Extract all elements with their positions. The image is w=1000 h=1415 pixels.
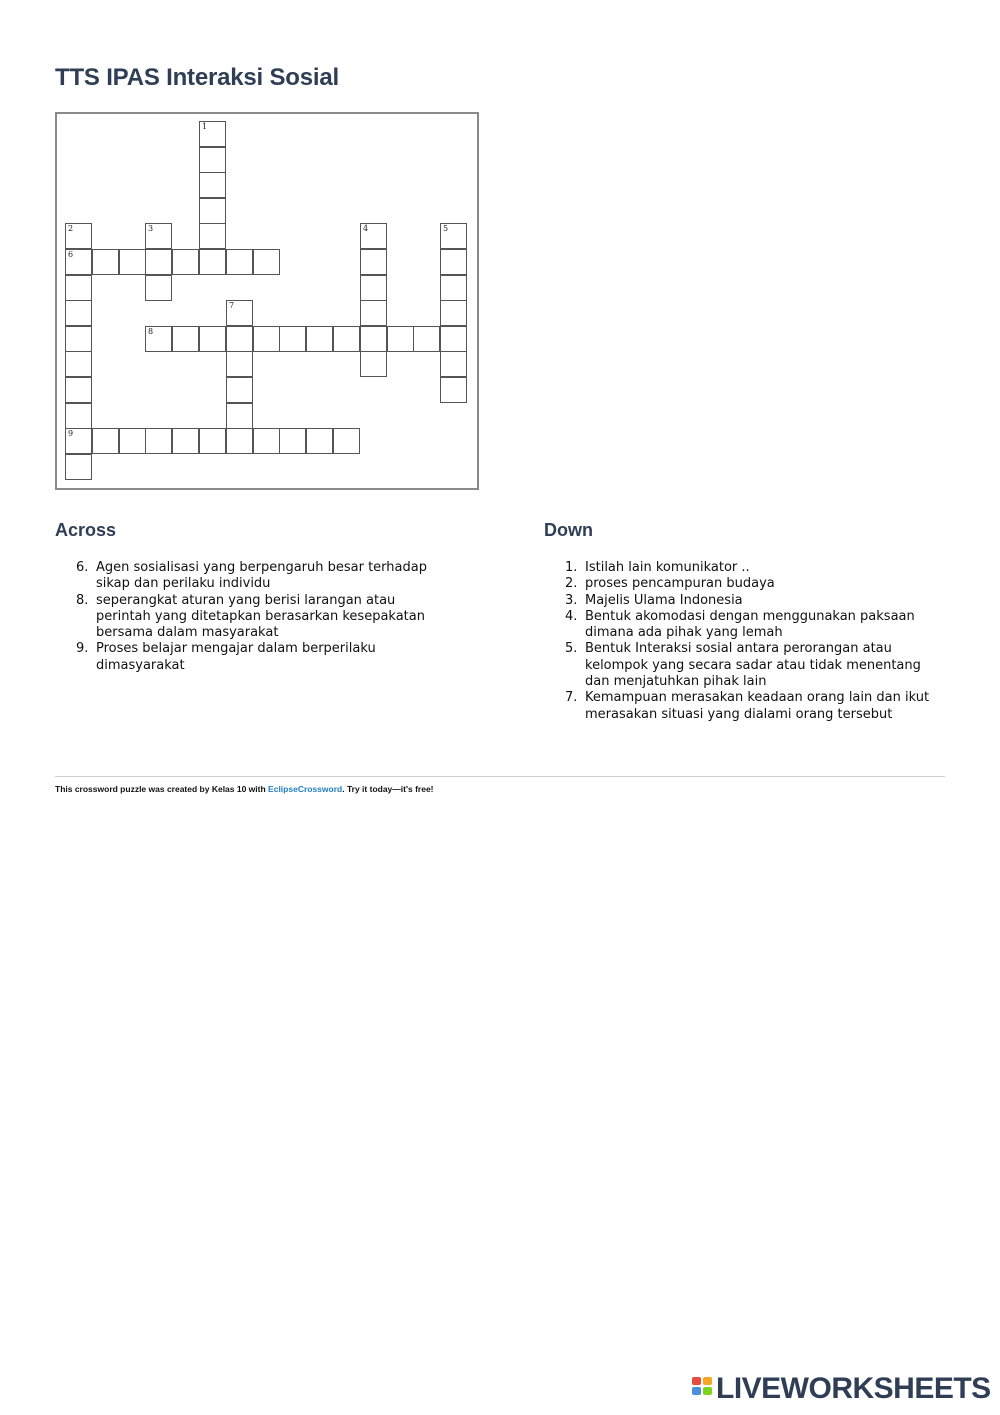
down-clue bbox=[565, 560, 945, 576]
crossword-cell[interactable] bbox=[119, 428, 146, 454]
clue-number-label: 5 bbox=[443, 224, 449, 233]
clue-number: 6. bbox=[76, 560, 89, 575]
clue-number-label: 7 bbox=[229, 301, 235, 310]
crossword-cell[interactable] bbox=[199, 223, 226, 249]
down-clue bbox=[565, 576, 945, 592]
crossword-cell[interactable] bbox=[360, 300, 387, 326]
crossword-cell[interactable] bbox=[172, 428, 199, 454]
crossword-cell[interactable] bbox=[145, 326, 172, 352]
footer-suffix: . Try it today—it's free! bbox=[342, 784, 434, 794]
clue-text: seperangkat aturan yang berisi larangan atau perintah yang ditetapkan berasarkan kesepakatan bersama dalam masyarakat bbox=[96, 592, 425, 641]
crossword-cell[interactable] bbox=[226, 351, 253, 377]
clue-text: Kemampuan merasakan keadaan orang lain dan ikut merasakan situasi yang dialami orang tersebut bbox=[585, 690, 930, 722]
clue-text: Majelis Ulama Indonesia bbox=[585, 592, 743, 608]
crossword-cell[interactable] bbox=[253, 428, 280, 454]
crossword-cell[interactable] bbox=[387, 326, 414, 352]
crossword-cell[interactable] bbox=[145, 428, 172, 454]
crossword-cell[interactable] bbox=[65, 223, 92, 249]
clue-number: 8. bbox=[76, 592, 89, 608]
crossword-cell[interactable] bbox=[440, 300, 467, 326]
crossword-cell[interactable] bbox=[413, 326, 440, 352]
clue-number: 7. bbox=[565, 690, 578, 706]
clue-text: Istilah lain komunikator .. bbox=[585, 560, 750, 575]
clue-number-label: 2 bbox=[68, 224, 74, 233]
crossword-cell[interactable] bbox=[65, 454, 92, 480]
crossword-cell[interactable] bbox=[440, 351, 467, 377]
across-heading: Across bbox=[55, 520, 117, 540]
logo-square bbox=[692, 1377, 701, 1385]
brand-name: LIVEWORKSHEETS bbox=[716, 1372, 991, 1405]
clue-number: 9. bbox=[76, 641, 89, 657]
crossword-cell[interactable] bbox=[65, 275, 92, 301]
crossword-cell[interactable] bbox=[145, 223, 172, 249]
crossword-cell[interactable] bbox=[360, 223, 387, 249]
crossword-cell[interactable] bbox=[440, 249, 467, 275]
crossword-cell[interactable] bbox=[65, 249, 92, 275]
crossword-cell[interactable] bbox=[226, 249, 253, 275]
liveworksheets-logo-icon bbox=[692, 1375, 714, 1403]
down-clue bbox=[565, 593, 945, 609]
liveworksheets-logo bbox=[692, 1374, 991, 1404]
clue-number-label: 6 bbox=[68, 250, 74, 259]
crossword-cell[interactable] bbox=[199, 249, 226, 275]
crossword-cell[interactable] bbox=[172, 249, 199, 275]
logo-square bbox=[703, 1387, 712, 1395]
down-clue bbox=[565, 690, 945, 723]
crossword-cell[interactable] bbox=[360, 351, 387, 377]
crossword-cell[interactable] bbox=[199, 326, 226, 352]
clue-text: Agen sosialisasi yang berpengaruh besar terhadap sikap dan perilaku individu bbox=[96, 560, 427, 592]
crossword-cell[interactable] bbox=[226, 428, 253, 454]
crossword-cell[interactable] bbox=[279, 428, 306, 454]
crossword-cell[interactable] bbox=[279, 326, 306, 352]
clue-number-label: 1 bbox=[202, 122, 208, 131]
crossword-cell[interactable] bbox=[253, 326, 280, 352]
crossword-cell[interactable] bbox=[145, 249, 172, 275]
logo-square bbox=[692, 1387, 701, 1395]
crossword-cell[interactable] bbox=[440, 223, 467, 249]
crossword-cell[interactable] bbox=[333, 428, 360, 454]
down-clue bbox=[565, 641, 945, 690]
across-clue-list bbox=[76, 560, 446, 674]
crossword-cell[interactable] bbox=[65, 326, 92, 352]
crossword-cell[interactable] bbox=[65, 377, 92, 403]
crossword-cell[interactable] bbox=[226, 377, 253, 403]
logo-square bbox=[703, 1377, 712, 1385]
crossword-cell[interactable] bbox=[440, 326, 467, 352]
crossword-cell[interactable] bbox=[119, 249, 146, 275]
crossword-cell[interactable] bbox=[199, 172, 226, 198]
clue-number: 3. bbox=[565, 592, 578, 608]
down-clue-list bbox=[565, 560, 945, 723]
crossword-cell[interactable] bbox=[199, 198, 226, 224]
crossword-cell[interactable] bbox=[440, 275, 467, 301]
crossword-cell[interactable] bbox=[65, 403, 92, 429]
crossword-cell[interactable] bbox=[253, 249, 280, 275]
crossword-cell[interactable] bbox=[199, 121, 226, 147]
footer-credit bbox=[55, 784, 434, 794]
clue-number: 4. bbox=[565, 608, 578, 624]
crossword-cell[interactable] bbox=[333, 326, 360, 352]
clue-number-label: 9 bbox=[68, 429, 74, 438]
crossword-cell[interactable] bbox=[65, 351, 92, 377]
crossword-cell[interactable] bbox=[199, 147, 226, 173]
clue-text: Bentuk Interaksi sosial antara perorangan atau kelompok yang secara sadar atau tidak menentang dan menjatuhkan pihak lain bbox=[585, 641, 921, 690]
eclipsecrossword-link[interactable]: EclipseCrossword bbox=[268, 784, 343, 794]
down-heading: Down bbox=[544, 520, 593, 540]
clue-text: Proses belajar mengajar dalam berperilaku dimasyarakat bbox=[96, 641, 376, 673]
down-clue bbox=[565, 609, 945, 642]
crossword-cell[interactable] bbox=[199, 428, 226, 454]
clue-number-label: 8 bbox=[148, 327, 154, 336]
crossword-cell[interactable] bbox=[172, 326, 199, 352]
crossword-cell[interactable] bbox=[226, 403, 253, 429]
clue-number: 2. bbox=[565, 576, 578, 592]
crossword-grid bbox=[55, 112, 479, 490]
clue-number: 5. bbox=[565, 641, 578, 657]
crossword-cell[interactable] bbox=[145, 275, 172, 301]
crossword-cell[interactable] bbox=[440, 377, 467, 403]
footer-divider bbox=[55, 776, 945, 777]
crossword-cell[interactable] bbox=[360, 275, 387, 301]
crossword-cell[interactable] bbox=[92, 428, 119, 454]
crossword-cell[interactable] bbox=[360, 249, 387, 275]
across-clue bbox=[76, 560, 446, 593]
clue-text: Bentuk akomodasi dengan menggunakan paksaan dimana ada pihak yang lemah bbox=[585, 608, 915, 641]
crossword-cell[interactable] bbox=[306, 326, 333, 352]
crossword-cell[interactable] bbox=[306, 428, 333, 454]
clue-text: proses pencampuran budaya bbox=[585, 576, 775, 592]
across-clue bbox=[76, 641, 446, 674]
crossword-cell[interactable] bbox=[65, 428, 92, 454]
crossword-cell[interactable] bbox=[226, 326, 253, 352]
crossword-cell[interactable] bbox=[360, 326, 387, 352]
clue-number: 1. bbox=[565, 560, 578, 575]
page-title: TTS IPAS Interaksi Sosial bbox=[55, 64, 339, 91]
crossword-cell[interactable] bbox=[226, 300, 253, 326]
crossword-cell[interactable] bbox=[65, 300, 92, 326]
crossword-cell[interactable] bbox=[92, 249, 119, 275]
clue-number-label: 4 bbox=[363, 224, 369, 233]
across-clue bbox=[76, 593, 446, 642]
footer-prefix: This crossword puzzle was created by Kelas 10 with bbox=[55, 784, 269, 794]
clue-number-label: 3 bbox=[148, 224, 154, 233]
